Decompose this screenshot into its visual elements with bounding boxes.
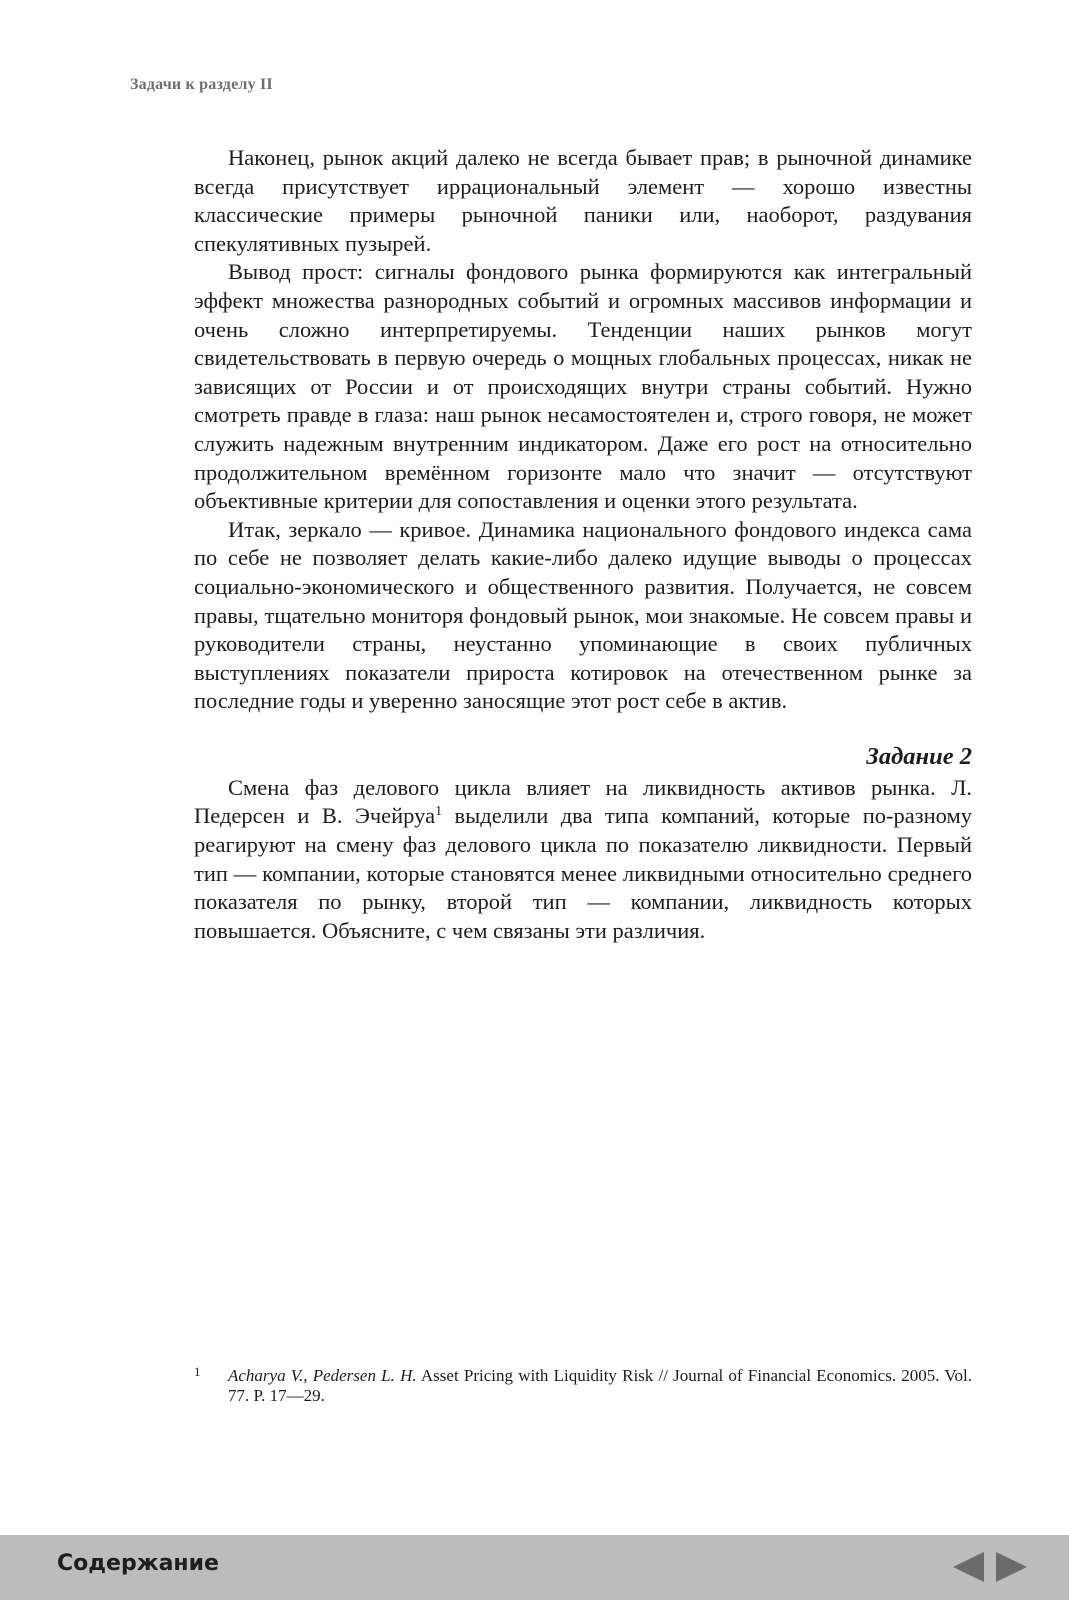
task-text-part2: выделили два типа компаний, которые по-разному реагируют на смену фаз делового цикла по показателю ликвидности. Первый тип — компании, которые становятся менее ликвидными относительно среднего показателя по рынку, второй тип — компании, ликвидность которых повышается. Объясните, с чем связаны эти различия.	[194, 803, 972, 943]
footnote-number: 1	[194, 1364, 201, 1379]
table-of-contents-link[interactable]: Содержание	[57, 1551, 219, 1576]
footnote-citation: Asset Pricing with Liquidity Risk // Journal of Financial Economics. 2005. Vol. 77. P. 17—29.	[228, 1366, 972, 1405]
paragraph: Вывод прост: сигналы фондового рынка формируются как интегральный эффект множества разнородных событий и огромных массивов информации и очень сложно интерпретируемы. Тенденции наших рынков могут свидетельствовать в первую очередь о мощных глобальных процессах, никак не зависящих от России и от происходящих внутри страны событий. Нужно смотреть правде в глаза: наш рынок несамостоятелен и, строго говоря, не может служить надежным внутренним индикатором. Даже его рост на относительно продолжительном времённом горизонте мало что значит — отсутствуют объективные критерии для сопоставления и оценки этого результата.	[194, 259, 972, 514]
task-paragraph	[194, 774, 972, 946]
page-body	[194, 144, 972, 945]
triangle-left-icon	[950, 1549, 986, 1585]
triangle-right-icon	[994, 1549, 1030, 1585]
next-page-button[interactable]	[994, 1549, 1030, 1585]
paragraph: Наконец, рынок акций далеко не всегда бывает прав; в рыночной динамике всегда присутствует иррациональный элемент — хорошо известны классические примеры рыночной паники или, наоборот, раздувания спекулятивных пузырей.	[194, 145, 972, 256]
section-title: Задание 2	[866, 742, 972, 770]
task-text-part1: Смена фаз делового цикла влияет на ликвидность активов рынка. Л. Педерсен и В. Эчейруа	[194, 774, 972, 829]
footnote-text	[194, 1366, 972, 1406]
paragraph: Итак, зеркало — кривое. Динамика национального фондового индекса сама по себе не позволяет делать какие-либо далеко идущие выводы о процессах социально-экономического и общественного развития. Получается, не совсем правы, тщательно мониторя фондовый рынок, мои знакомые. Не совсем правы и руководители страны, неустанно упоминающие в своих публичных выступлениях показатели прироста котировок на отечественном рынке за последние годы и уверенно заносящие этот рост себе в актив.	[194, 516, 972, 714]
footnote	[194, 1366, 972, 1406]
running-head: Задачи к разделу II	[130, 76, 273, 93]
bottom-nav-bar	[0, 1535, 1069, 1600]
previous-page-button[interactable]	[950, 1549, 986, 1585]
footnote-reference[interactable]: 1	[435, 804, 443, 820]
footnote-authors: Acharya V., Pedersen L. H.	[228, 1366, 417, 1385]
